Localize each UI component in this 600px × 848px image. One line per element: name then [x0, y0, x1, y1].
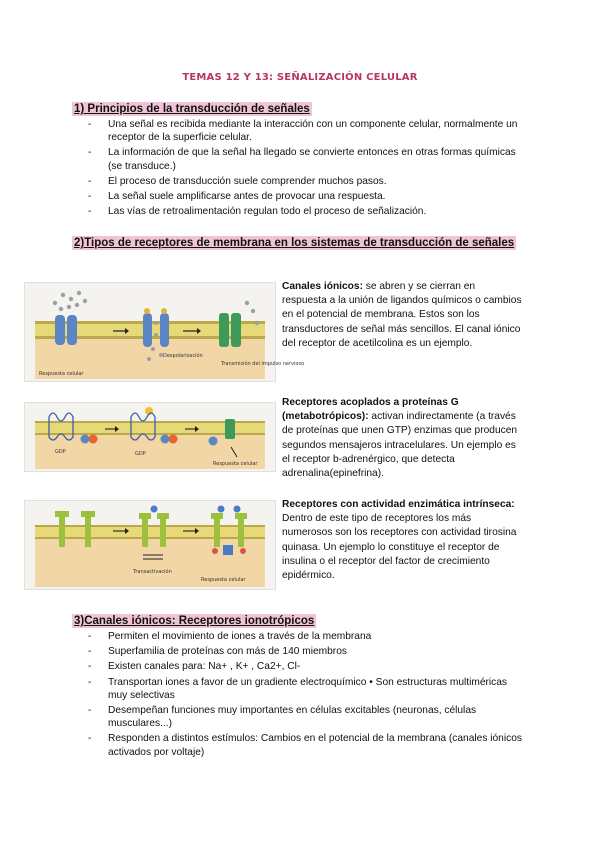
list-item: - Desempeñan funciones muy importantes en células excitables (neuronas, células musculares...): [88, 704, 528, 730]
figure-label: Despolarización: [163, 353, 203, 359]
list-item: - Las vías de retroalimentación regulan todo el proceso de señalización.: [88, 205, 528, 218]
figure-label: Respuesta celular: [213, 461, 258, 467]
list-item: - La señal suele amplificarse antes de provocar una respuesta.: [88, 190, 528, 203]
section-3-list: [88, 630, 528, 761]
g-protein-diagram: [25, 403, 275, 471]
receptor-name: Receptores acoplados a proteínas G (metabotrópicos):: [282, 397, 459, 423]
enzymatic-receptor-diagram: [25, 501, 275, 589]
figure-label: GDP: [55, 449, 66, 455]
section-3-heading: 3)Canales iónicos: Receptores ionotrópicos: [74, 615, 315, 627]
section-2-heading: 2)Tipos de receptores de membrana en los sistemas de transducción de señales: [74, 237, 515, 249]
receptor-text: activan indirectamente (a través de proteínas que unen GTP) enzimas que producen segundos mensajeros intracelulares. Un ejemplo es el receptor b-adrenérgico, que detecta adrenalina(epinefrina).: [282, 411, 518, 480]
list-item: - Superfamilia de proteínas con más de 140 miembros: [88, 645, 528, 658]
receptor-text: Dentro de este tipo de receptores los más numerosos son los receptores con actividad tirosina quinasa. Un ejemplo lo constituye el receptor de insulina o el receptor del factor de crecimiento epidérmico.: [282, 513, 517, 582]
list-item: - Una señal es recibida mediante la interacción con un componente celular, normalmente un receptor de la superficie celular.: [88, 118, 528, 144]
list-item: - La información de que la señal ha llegado se convierte entonces en otras formas químicas (se transduce.): [88, 146, 528, 172]
figure-label: Transactivación: [133, 569, 172, 575]
enzymatic-receptor-description: [282, 498, 522, 583]
receptor-text: se abren y se cierran en respuesta a la unión de ligandos químicos o cambios en el potencial de membrana. Estos son los transductores de señal más sencillos. El canal iónico del receptor de acetilcolina es un ejemplo.: [282, 281, 522, 349]
section-1-list: [88, 118, 528, 220]
receptor-name: Receptores con actividad enzimática intrínseca:: [282, 499, 515, 510]
ion-channel-diagram: [25, 283, 305, 381]
section-1-heading: 1) Principios de la transducción de señales: [74, 103, 310, 115]
figure-label: Respuesta celular: [201, 577, 246, 583]
ion-channel-description: [282, 280, 522, 351]
figure-label: Transmisión del impulso nervioso: [221, 361, 305, 367]
ion-channel-figure: [24, 282, 305, 382]
list-item: - Transportan iones a favor de un gradiente electroquímico • Son estructuras multiméricas muy selectivas: [88, 676, 528, 702]
list-item: - Existen canales para: Na+ , K+ , Ca2+, Cl-: [88, 660, 528, 673]
list-item: - Responden a distintos estímulos: Cambios en el potencial de la membrana (canales iónicos activados por voltaje): [88, 732, 528, 758]
g-protein-description: [282, 396, 522, 481]
list-item: - Permiten el movimiento de iones a través de la membrana: [88, 630, 528, 643]
receptor-name: Canales iónicos:: [282, 281, 363, 292]
enzymatic-receptor-figure: [24, 500, 276, 590]
list-item: - El proceso de transducción suele comprender muchos pasos.: [88, 175, 528, 188]
figure-label: GDP: [135, 451, 146, 457]
g-protein-figure: [24, 402, 276, 472]
figure-label: Respuesta celular: [39, 371, 84, 377]
page-title: TEMAS 12 Y 13: SEÑALIZACIÓN CELULAR: [182, 72, 418, 83]
